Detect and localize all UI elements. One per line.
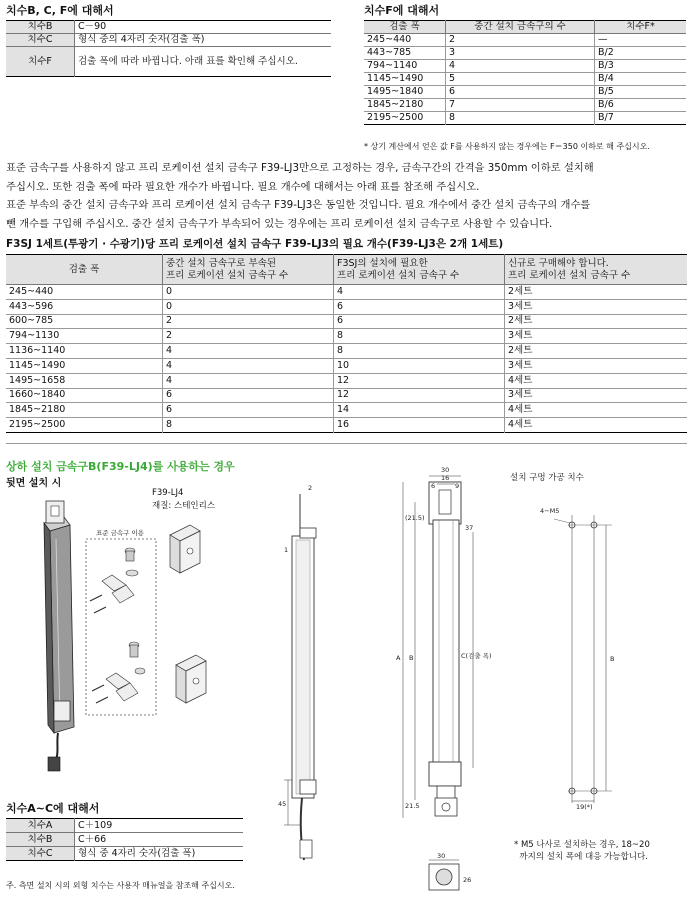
ftable-row <box>364 73 686 86</box>
big-table-cell: 1845~2180 <box>6 403 163 418</box>
dim-b: B <box>409 654 414 662</box>
big-table-cell: 14 <box>334 403 505 418</box>
big-header <box>163 255 334 285</box>
paragraph-line: 뺀 개수를 구입해 주십시오. 중간 설치 금속구가 부속되어 있는 경우에는 프리 로케이션 설치 금속구로 사용할 수 있습니다. <box>6 217 553 230</box>
ftable-cell: B/3 <box>598 60 614 71</box>
ftable-cell: 245~440 <box>364 34 446 47</box>
big-header <box>334 255 505 285</box>
hole-drawing <box>540 505 640 815</box>
paragraph-line: 주십시오. 또한 검출 폭에 따라 필요한 개수가 바뀝니다. 필요 개수에 대해서는 아래 표를 참조해 주십시오. <box>6 180 480 193</box>
ftable-cell: 1145~1490 <box>364 73 446 86</box>
ftable-cell: 443~785 <box>364 47 446 60</box>
ftable-note: * 상기 계산에서 얻은 값 F를 사용하지 않는 경우에는 F＝350 이하로 해 주십시오. <box>364 142 650 151</box>
big-table-row <box>6 388 687 403</box>
ftable-cell: B/2 <box>598 47 614 58</box>
big-table-cell: 4세트 <box>508 374 533 386</box>
ftable-cell: — <box>598 34 608 45</box>
big-table-row <box>6 403 687 418</box>
big-table-cell: 245~440 <box>6 285 163 300</box>
big-table-cell: 8 <box>163 418 334 433</box>
ftable-cell: 4 <box>446 60 595 73</box>
ftable-title: 치수F에 대해서 <box>364 4 440 17</box>
bcf-value: 형식 중의 4자리 숫자(검출 폭) <box>78 34 205 45</box>
ftable-cell: 8 <box>446 112 595 125</box>
side-view-drawing <box>270 480 340 880</box>
big-table-row <box>6 418 687 433</box>
big-table-cell: 1136~1140 <box>6 344 163 359</box>
big-table-cell: 2세트 <box>508 285 533 297</box>
bcf-table <box>6 20 331 77</box>
big-table-cell: 1660~1840 <box>6 388 163 403</box>
big-table-cell: 2세트 <box>508 345 533 357</box>
dim-16: 16 <box>441 474 450 482</box>
dim-45: 45 <box>278 800 287 808</box>
abc-table <box>6 818 243 861</box>
ftable-row <box>364 112 686 125</box>
ftable-cell: 1845~2180 <box>364 99 446 112</box>
bcf-title: 치수B, C, F에 대해서 <box>6 4 114 17</box>
big-table-cell: 4세트 <box>508 404 533 416</box>
std-bracket-label: 표준 금속구 이용 <box>96 529 145 537</box>
big-table-cell: 6 <box>163 403 334 418</box>
big-table-row <box>6 314 687 329</box>
big-header-line: 프리 로케이션 설치 금속구 수 <box>337 269 460 281</box>
big-header-line: F3SJ의 설치에 필요한 <box>337 257 428 269</box>
ftable-row <box>364 99 686 112</box>
material-label: 재질: 스테인리스 <box>152 501 216 511</box>
dim-26: 26 <box>463 876 472 884</box>
ftable-cell: 7 <box>446 99 595 112</box>
big-header-line: 프리 로케이션 설치 금속구 수 <box>166 269 289 281</box>
bcf-value: C－90 <box>78 21 107 32</box>
big-table-cell: 16 <box>334 418 505 433</box>
abc-value: C＋109 <box>78 819 113 831</box>
big-table-cell: 3세트 <box>508 330 533 342</box>
ftable-cell: B/7 <box>598 112 614 123</box>
m5-note-line: 까지의 설치 폭에 대응 가능합니다. <box>514 852 648 862</box>
big-table-row <box>6 373 687 388</box>
ftable-row <box>364 47 686 60</box>
big-table-cell: 2 <box>163 329 334 344</box>
section-divider <box>6 443 687 444</box>
ftable-row <box>364 60 686 73</box>
big-header-line: 프리 로케이션 설치 금속구 수 <box>508 269 631 281</box>
ftable-cell: 6 <box>446 86 595 99</box>
footer-note: 주. 측면 설치 시의 외형 치수는 사용자 매뉴얼을 참조해 주십시오. <box>6 881 235 890</box>
ftable-cell: 2195~2500 <box>364 112 446 125</box>
dim-19: 19(*) <box>576 803 593 811</box>
big-table-cell: 443~596 <box>6 299 163 314</box>
big-table-cell: 2195~2500 <box>6 418 163 433</box>
ftable-header: 중간 설치 금속구의 수 <box>446 21 595 34</box>
big-table-cell: 6 <box>334 299 505 314</box>
abc-value: 형식 중 4자리 숫자(검출 폭) <box>78 847 196 859</box>
m5-note <box>514 839 650 863</box>
hole-title: 설치 구멍 가공 치수 <box>510 473 584 483</box>
ftable-cell: 794~1140 <box>364 60 446 73</box>
big-table-cell: 8 <box>334 329 505 344</box>
big-table-row <box>6 299 687 314</box>
big-table-cell: 4 <box>163 373 334 388</box>
ftable-cell: 3 <box>446 47 595 60</box>
big-table-row <box>6 329 687 344</box>
section-subtitle: 뒷면 설치 시 <box>6 478 62 489</box>
dim-30: 30 <box>441 466 450 474</box>
bcf-label: 치수B <box>6 21 75 34</box>
paragraph-line: 표준 금속구를 사용하지 않고 프리 로케이션 설치 금속구 F39-LJ3만으로 고정하는 경우, 금속구간의 간격을 350mm 이하로 설치해 <box>6 162 594 174</box>
big-table-cell: 794~1130 <box>6 329 163 344</box>
dim-21-5b: 21.5 <box>405 802 420 810</box>
model-label: F39-LJ4 <box>152 488 184 498</box>
product-illustration <box>30 495 260 785</box>
big-table-cell: 600~785 <box>6 314 163 329</box>
paragraph-line: 표준 부속의 중간 설치 금속구와 프리 로케이션 설치 금속구 F39-LJ3은 동일한 것입니다. 필요 개수에서 중간 설치 금속구의 개수를 <box>6 199 591 211</box>
big-table-cell: 12 <box>334 388 505 403</box>
big-table-cell: 1495~1658 <box>6 373 163 388</box>
big-table-cell: 6 <box>163 388 334 403</box>
abc-value: C＋66 <box>78 833 107 845</box>
big-header-line: 신규로 구매해야 합니다. <box>508 257 609 269</box>
dim-9: 9 <box>455 482 460 490</box>
ftable <box>364 20 686 125</box>
big-header <box>505 255 688 285</box>
dim-m5: 4−M5 <box>540 507 560 515</box>
big-table-cell: 0 <box>163 299 334 314</box>
front-view-drawing <box>385 462 495 898</box>
dim-6: 6 <box>431 482 436 490</box>
big-table-cell: 8 <box>334 344 505 359</box>
big-table-cell: 10 <box>334 358 505 373</box>
big-table-cell: 4 <box>163 344 334 359</box>
ftable-header: 치수F* <box>626 21 655 32</box>
ftable-row <box>364 34 686 47</box>
dim-c: C(검출 폭) <box>461 652 492 660</box>
dim-a: A <box>396 654 401 662</box>
abc-label: 치수B <box>6 833 75 847</box>
big-table <box>6 254 687 433</box>
big-table-cell: 3세트 <box>508 389 533 401</box>
big-table-row <box>6 358 687 373</box>
bcf-value: 검출 폭에 따라 바뀝니다. 아래 표를 확인해 주십시오. <box>78 55 298 67</box>
big-table-cell: 4 <box>163 358 334 373</box>
ftable-cell: B/4 <box>598 73 614 84</box>
dim-1: 1 <box>284 546 289 554</box>
big-table-cell: 4 <box>334 285 505 300</box>
dim-21-5: (21.5) <box>405 514 425 522</box>
big-header: 검출 폭 <box>6 255 163 285</box>
abc-label: 치수A <box>6 819 75 833</box>
abc-label: 치수C <box>6 847 75 861</box>
big-table-cell: 6 <box>334 314 505 329</box>
dim-37: 37 <box>465 524 474 532</box>
big-table-cell: 0 <box>163 285 334 300</box>
big-table-cell: 1145~1490 <box>6 358 163 373</box>
bcf-label: 치수C <box>6 34 75 47</box>
ftable-cell: B/6 <box>598 99 614 110</box>
paragraph <box>6 159 594 233</box>
ftable-cell: B/5 <box>598 86 614 97</box>
big-header-line: 중간 설치 금속구로 부속된 <box>166 257 277 269</box>
abc-title: 치수A~C에 대해서 <box>6 802 100 815</box>
dim-30b: 30 <box>437 852 446 860</box>
big-table-row <box>6 285 687 300</box>
bcf-label: 치수F <box>6 47 75 77</box>
big-table-cell: 3세트 <box>508 300 533 312</box>
m5-note-line: * M5 나사로 설치하는 경우, 18~20 <box>514 840 650 850</box>
big-title: F3SJ 1세트(투광기 · 수광기)당 프리 로케이션 설치 금속구 F39-LJ3의 필요 개수(F39-LJ3은 2개 1세트) <box>6 238 504 250</box>
section-title: 상하 설치 금속구B(F39-LJ4)를 사용하는 경우 <box>6 460 235 473</box>
big-table-cell: 2세트 <box>508 315 533 327</box>
big-table-cell: 4세트 <box>508 419 533 431</box>
big-table-cell: 3세트 <box>508 359 533 371</box>
dim-2: 2 <box>308 484 313 492</box>
ftable-header: 검출 폭 <box>364 21 446 34</box>
ftable-cell: 5 <box>446 73 595 86</box>
dim-b-hole: B <box>610 655 615 663</box>
ftable-row <box>364 86 686 99</box>
ftable-cell: 1495~1840 <box>364 86 446 99</box>
ftable-cell: 2 <box>446 34 595 47</box>
big-table-row <box>6 344 687 359</box>
big-table-cell: 2 <box>163 314 334 329</box>
big-table-cell: 12 <box>334 373 505 388</box>
